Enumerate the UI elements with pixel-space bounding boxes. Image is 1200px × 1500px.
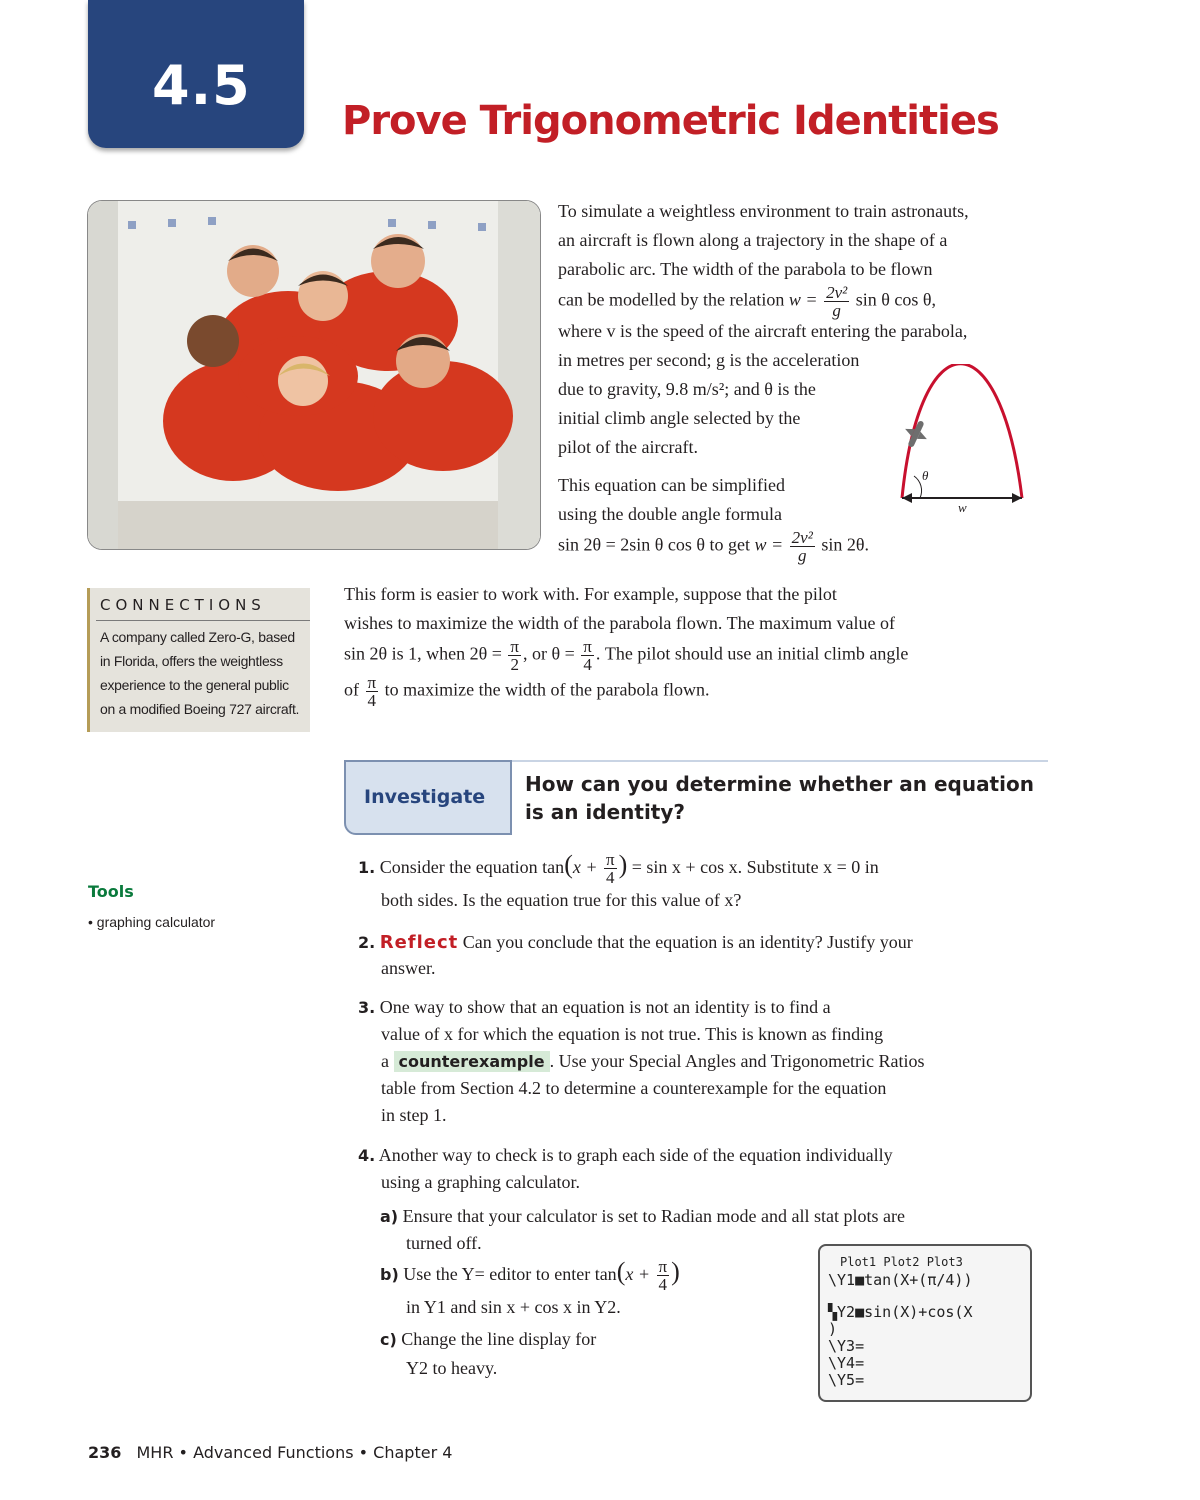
page-number: 236 xyxy=(88,1443,122,1462)
section-title: Prove Trigonometric Identities xyxy=(342,98,999,144)
divider xyxy=(96,620,310,621)
intro-line: in metres per second; g is the acceleration xyxy=(558,350,860,370)
page-footer xyxy=(88,1443,452,1462)
intro-line: due to gravity, 9.8 m/s²; and θ is the xyxy=(558,379,816,399)
body-paragraph xyxy=(344,580,1064,710)
fraction: $\frac{\pi}{4}$ xyxy=(367,673,377,710)
tools-heading: Tools xyxy=(88,882,134,901)
step-4b: b) Use the Y= editor to enter tan(x + $\frac{\pi}{4}$ ) in Y1 and sin x + cos x in Y2. xyxy=(380,1257,680,1317)
investigate-question: How can you determine whether an equation is an identity? xyxy=(525,772,1034,824)
calc-y2-row: ▚Y2■sin(X)+cos(X xyxy=(828,1303,973,1321)
connections-box xyxy=(87,588,310,732)
section-number: 4.5 xyxy=(152,54,251,117)
calc-y1-row: \Y1■tan(X+(π/4)) xyxy=(828,1271,973,1289)
body-line: of $\frac{\pi}{4}$ to maximize the width of the parabola flown. xyxy=(344,673,710,710)
counterexample-term: counterexample xyxy=(394,1051,550,1072)
intro-line: pilot of the aircraft. xyxy=(558,437,698,457)
tools-item: • graphing calculator xyxy=(88,914,216,930)
width-label: w xyxy=(958,500,967,515)
reflect-label: Reflect xyxy=(379,932,459,953)
divider xyxy=(508,760,1048,762)
calc-plot-row: Plot1 Plot2 Plot3 xyxy=(840,1255,963,1269)
intro-line: initial climb angle selected by the xyxy=(558,408,801,428)
body-line: sin 2θ is 1, when 2θ = $\frac{\pi}{2}$ , or θ = $\frac{\pi}{4}$ . The pilot should use an initial climb angle xyxy=(344,637,909,674)
step-3: 3. One way to show that an equation is not an identity is to find a value of x for which the equation is not true. This is known as finding a counterexample . Use your Special Angles and Trigonometric Ratios table from Section 4.2 to determine a counterexample for the equation in step 1. xyxy=(358,997,925,1125)
intro-line: an aircraft is flown along a trajectory in the shape of a xyxy=(558,230,948,250)
intro-line: parabolic arc. The width of the parabola to be flown xyxy=(558,259,933,279)
theta-label: θ xyxy=(922,468,929,483)
body-line: wishes to maximize the width of the parabola flown. The maximum value of xyxy=(344,613,896,633)
fraction: $\frac{\pi}{4}$ xyxy=(606,850,615,888)
fraction: $\frac{\pi}{4}$ xyxy=(658,1257,668,1295)
intro-line: To simulate a weightless environment to train astronauts, xyxy=(558,201,969,221)
investigate-label: Investigate xyxy=(364,786,486,808)
body-line: This form is easier to work with. For example, suppose that the pilot xyxy=(344,584,837,604)
calc-y2-cont: ) xyxy=(828,1320,838,1338)
parabola-diagram xyxy=(880,364,1040,524)
astronaut-photo xyxy=(88,201,540,549)
connections-heading: CONNECTIONS xyxy=(100,596,266,614)
calc-y4-row: \Y4= xyxy=(828,1354,865,1372)
step-2: 2. Reflect Can you conclude that the equation is an identity? Justify your answer. xyxy=(358,932,913,978)
step-1: 1. Consider the equation tan(x + $\frac{\pi}{4}$ ) = sin x + cos x. Substitute x = 0 in both sides. Is the equation true for this value of x? xyxy=(358,850,879,910)
step-4: 4. Another way to check is to graph each side of the equation individually using a graphing calculator. xyxy=(358,1145,893,1192)
intro-line: using the double angle formula xyxy=(558,504,782,524)
step-4c: c) Change the line display for Y2 to heavy. xyxy=(380,1329,597,1378)
intro-line: This equation can be simplified xyxy=(558,475,785,495)
fraction: $\frac{\text{2v²}}{g}$ xyxy=(826,283,848,320)
intro-formula-line: can be modelled by the relation w = $\frac{\text{2v²}}{g}$ sin θ cos θ, xyxy=(558,283,936,320)
connections-text: A company called Zero-G, based in Florida, offers the weightless experience to the general public on a modified Boeing 727 aircraft. xyxy=(100,629,300,717)
section-tab xyxy=(88,0,304,148)
intro-formula-line: sin 2θ = 2sin θ cos θ to get w = $\frac{\text{2v²}}{g}$ sin 2θ. xyxy=(558,528,869,565)
fraction: $\frac{\pi}{4}$ xyxy=(583,637,592,674)
footer-text: MHR • Advanced Functions • Chapter 4 xyxy=(136,1443,453,1462)
fraction: $\frac{\pi}{2}$ xyxy=(510,637,519,674)
investigate-label-box xyxy=(344,760,512,835)
calculator-screen xyxy=(818,1244,1032,1402)
intro-line: where v is the speed of the aircraft entering the parabola, xyxy=(558,321,968,341)
calc-y5-row: \Y5= xyxy=(828,1371,865,1389)
fraction: $\frac{\text{2v²}}{g}$ xyxy=(791,528,813,565)
step-4a: a) Ensure that your calculator is set to Radian mode and all stat plots are turned off. xyxy=(380,1206,905,1253)
calc-y3-row: \Y3= xyxy=(828,1337,865,1355)
